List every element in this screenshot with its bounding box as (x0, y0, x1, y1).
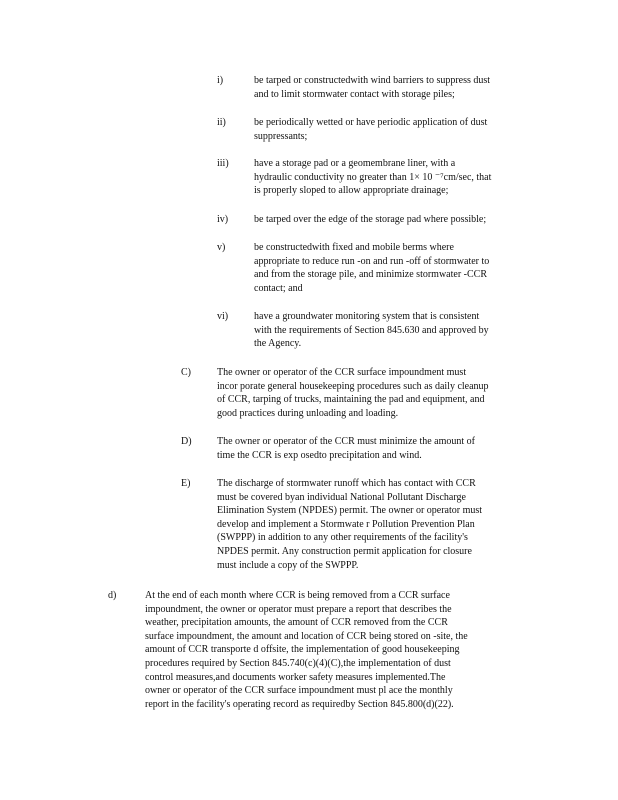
section-text (145, 589, 536, 711)
text-line: with the requirements of Section 845.630 and approved by (254, 324, 489, 336)
text-line: must include a copy of the SWPPP. (217, 559, 359, 571)
text-line: suppressants; (254, 130, 308, 142)
text-line: The owner or operator of the CCR must minimize the amount of (217, 436, 475, 447)
subitem-text (254, 116, 536, 143)
text-line: be constructedwith fixed and mobile berms where (254, 242, 454, 253)
text-line: good practices during unloading and loading. (217, 407, 399, 419)
text-line: contact; and (254, 282, 303, 294)
text-line: NPDES permit. Any construction permit application for closure (217, 545, 472, 557)
text-line: surface impoundment, the amount and location of CCR being stored on -site, the (145, 630, 468, 642)
subitem-text (254, 157, 536, 198)
subitem-label: iii) (217, 158, 229, 169)
subitem-text (254, 310, 536, 351)
text-line: and to limit stormwater contact with storage piles; (254, 88, 455, 100)
text-line: and from the storage pile, and minimize stormwater -CCR (254, 269, 487, 281)
text-line: appropriate to reduce run -on and run -off of stormwater to (254, 255, 490, 267)
text-line: procedures required by Section 845.740(c)(4)(C),the implementation of dust (145, 657, 451, 669)
text-line: develop and implement a Stormwate r Pollution Prevention Plan (217, 518, 475, 530)
section-label: d) (108, 590, 117, 601)
text-line: of CCR, tarping of trucks, maintaining the pad and equipment, and (217, 394, 485, 406)
text-line: report in the facility's operating record as requiredby Section 845.800(d)(22). (145, 698, 454, 710)
text-line: hydraulic conductivity no greater than 1× 10 ⁻⁷cm/sec, that (254, 171, 492, 183)
text-line: time the CCR is exp osedto precipitation and wind. (217, 449, 422, 461)
text-line: be tarped over the edge of the storage pad where possible; (254, 214, 487, 225)
item-text (217, 477, 537, 572)
text-line: Elimination System (NPDES) permit. The owner or operator must (217, 505, 483, 517)
subitem-label: vi) (217, 311, 229, 322)
text-line: be periodically wetted or have periodic application of dust (254, 117, 488, 128)
item-text (217, 366, 537, 420)
text-line: At the end of each month where CCR is being removed from a CCR surface (145, 590, 450, 601)
text-line: The owner or operator of the CCR surface impoundment must (217, 367, 467, 378)
text-line: amount of CCR transporte d offsite, the implementation of good housekeeping (145, 644, 460, 656)
item-label: D) (181, 436, 192, 447)
text-line: have a groundwater monitoring system that is consistent (254, 311, 480, 322)
subitem-text (254, 241, 536, 295)
text-line: be tarped or constructedwith wind barriers to suppress dust (254, 75, 491, 86)
subitem-text (254, 74, 536, 101)
text-line: incor porate general housekeeping procedures such as daily cleanup (217, 380, 489, 392)
subitem-label: v) (217, 242, 226, 253)
text-line: weather, precipitation amounts, the amount of CCR removed from the CCR (145, 617, 448, 629)
text-line: owner or operator of the CCR surface impoundment must pl ace the monthly (145, 685, 453, 697)
text-line: The discharge of stormwater runoff which has contact with CCR (217, 478, 476, 489)
item-label: C) (181, 367, 191, 378)
text-line: is properly sloped to allow appropriate drainage; (254, 185, 449, 197)
text-line: (SWPPP) in addition to any other requirements of the facility's (217, 532, 468, 544)
item-label: E) (181, 478, 191, 489)
subitem-label: iv) (217, 214, 229, 225)
subitem-text (254, 213, 536, 227)
text-line: the Agency. (254, 338, 302, 350)
text-line: impoundment, the owner or operator must prepare a report that describes the (145, 603, 452, 615)
subitem-label: i) (217, 75, 224, 86)
subitem-label: ii) (217, 117, 226, 128)
text-line: must be covered byan individual National Pollutant Discharge (217, 491, 466, 503)
item-text (217, 435, 537, 462)
text-line: have a storage pad or a geomembrane liner, with a (254, 158, 456, 169)
text-line: control measures,and documents worker safety measures implemented.The (145, 671, 446, 683)
